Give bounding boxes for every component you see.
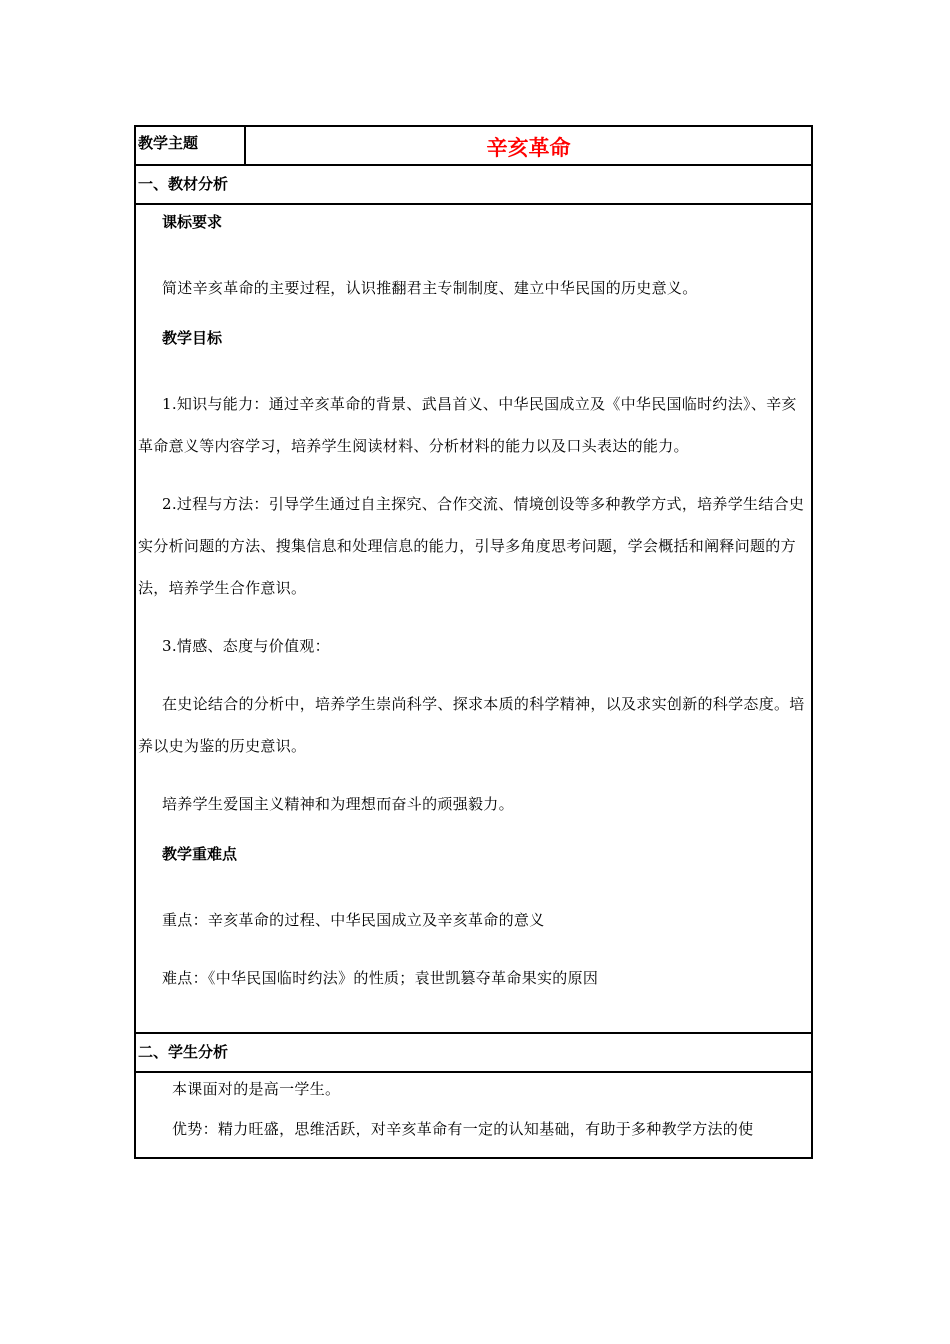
objective-emotion-text-b: 培养学生爱国主义精神和为理想而奋斗的顽强毅力。: [162, 795, 514, 813]
curriculum-text: 简述辛亥革命的主要过程，认识推翻君主专制制度、建立中华民国的历史意义。: [162, 279, 698, 297]
topic-label: 教学主题: [136, 127, 246, 164]
topic-title: 辛亥革命: [486, 136, 571, 160]
key-point-text: 重点：辛亥革命的过程、中华民国成立及辛亥革命的意义: [162, 911, 545, 929]
objective-knowledge: 1.知识与能力：通过辛亥革命的背景、武昌首义、中华民国成立及《中华民国临时约法》、辛亥革命意义等内容学习，培养学生阅读材料、分析材料的能力以及口头表达的能力。: [138, 395, 797, 455]
objective-emotion-heading: 3.情感、态度与价值观：: [162, 637, 330, 655]
section-header-textbook-analysis: 一、教材分析: [136, 166, 811, 205]
topic-row: [136, 127, 811, 166]
student-text-1: 本课面对的是高一学生。: [172, 1080, 341, 1098]
difficult-point-text: 难点：《中华民国临时约法》的性质；袁世凯篡夺革命果实的原因: [162, 969, 599, 987]
student-analysis-content: [136, 1073, 811, 1157]
objectives-heading: 教学目标: [162, 329, 223, 347]
key-points-heading: 教学重难点: [162, 845, 238, 863]
objective-process: 2.过程与方法：引导学生通过自主探究、合作交流、情境创设等多种教学方式，培养学生结合史实分析问题的方法、搜集信息和处理信息的能力，引导多角度思考问题，学会概括和阐释问题的方法，培养学生合作意识。: [138, 495, 805, 597]
lesson-plan-table: [134, 125, 813, 1159]
textbook-analysis-content: [136, 205, 811, 1034]
objective-emotion-text-a: 在史论结合的分析中，培养学生崇尚科学、探求本质的科学精神，以及求实创新的科学态度。培养以史为鉴的历史意识。: [138, 695, 805, 755]
student-text-2: 优势：精力旺盛，思维活跃，对辛亥革命有一定的认知基础，有助于多种教学方法的使: [172, 1120, 754, 1138]
section-header-student-analysis: 二、学生分析: [136, 1034, 811, 1073]
curriculum-heading: 课标要求: [162, 213, 223, 231]
